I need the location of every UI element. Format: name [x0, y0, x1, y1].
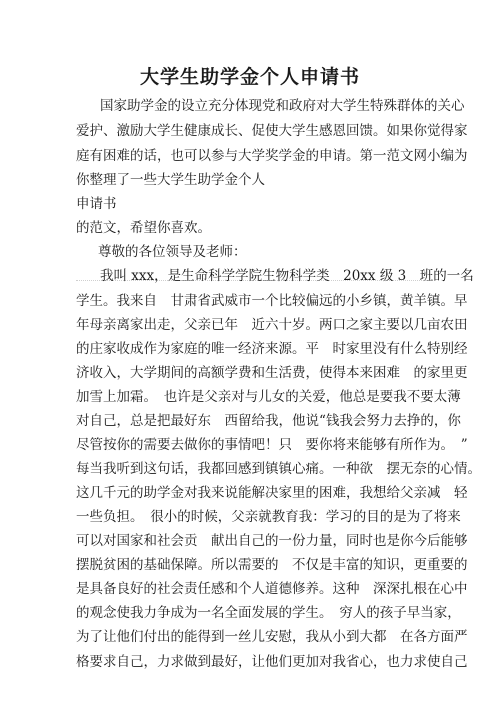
- intro-line-2: 爱护、激励大学生健康成长、促使大学生感恩回馈。如果你觉得家: [76, 123, 468, 139]
- body-line-16: 为了让他们付出的能得到一丝儿安慰，我从小到大都 在各方面严: [76, 629, 468, 645]
- intro-line-4: 你整理了一些大学生助学金个人: [76, 172, 265, 188]
- body-line-3: 年母亲离家出走，父亲已年 近六十岁。两口之家主要以几亩农田: [76, 317, 468, 333]
- body-line-4: 的庄家收成作为家庭的唯一经济来源。平 时家里没有什么特别经: [76, 341, 468, 357]
- intro-line-1: 国家助学金的设立充分体现党和政府对大学生特殊群体的关心: [100, 98, 465, 114]
- body-line-7: 对自己，总是把最好东 西留给我，他说“钱我会努力去挣的，你: [76, 413, 461, 429]
- body-line-17: 格要求自己，力求做到最好，让他们更加对我省心，也力求使自己: [76, 654, 468, 670]
- document-title: 大学生助学金个人申请书: [139, 66, 360, 88]
- body-line-11: 一些负担。 很小的时候，父亲就教育我：学习的目的是为了将来: [76, 509, 461, 525]
- body-line-5: 济收入，大学期间的高额学费和生活费，使得本来困难 的家里更: [76, 365, 468, 381]
- closing-intro-line: 的范文，希望你喜欢。: [76, 220, 211, 236]
- intro-line-3: 庭有困难的话，也可以参与大学奖学金的申请。第一范文网小编为: [76, 148, 468, 164]
- body-line-14: 是具备良好的社会责任感和个人道德修养。这种 深深扎根在心中: [76, 581, 468, 597]
- body-line-1: 我叫 xxx，是生命科学学院生物科学类 20xx 级 3 班的一名: [100, 268, 474, 284]
- body-line-15: 的观念使我力争成为一名全面发展的学生。 穷人的孩子早当家，: [76, 605, 461, 621]
- salutation: 尊敬的各位领导及老师：: [98, 244, 247, 260]
- body-line-13: 摆脱贫困的基础保障。所以需要的 不仅是丰富的知识，更重要的: [76, 557, 468, 573]
- body-line-10: 这几千元的助学金对我来说能解决家里的困难，我想给父亲减 轻: [76, 485, 468, 501]
- heading-line: 申请书: [76, 196, 117, 212]
- body-line-6: 加雪上加霜。 也许是父亲对与儿女的关爱，他总是要我不要太薄: [76, 389, 461, 405]
- body-line-12: 可以对国家和社会贡 献出自己的一份力量，同时也是你今后能够: [76, 533, 468, 549]
- body-line-8: 尽管按你的需要去做你的事情吧！只 要你将来能够有所作为。 ”: [76, 437, 468, 453]
- body-line-2: 学生。我来自 甘肃省武威市一个比较偏远的小乡镇，黄羊镇。早: [76, 293, 468, 309]
- body-line-9: 每当我听到这句话，我都回感到镇镇心痛。一种欲 摆无奈的心情。: [76, 461, 481, 477]
